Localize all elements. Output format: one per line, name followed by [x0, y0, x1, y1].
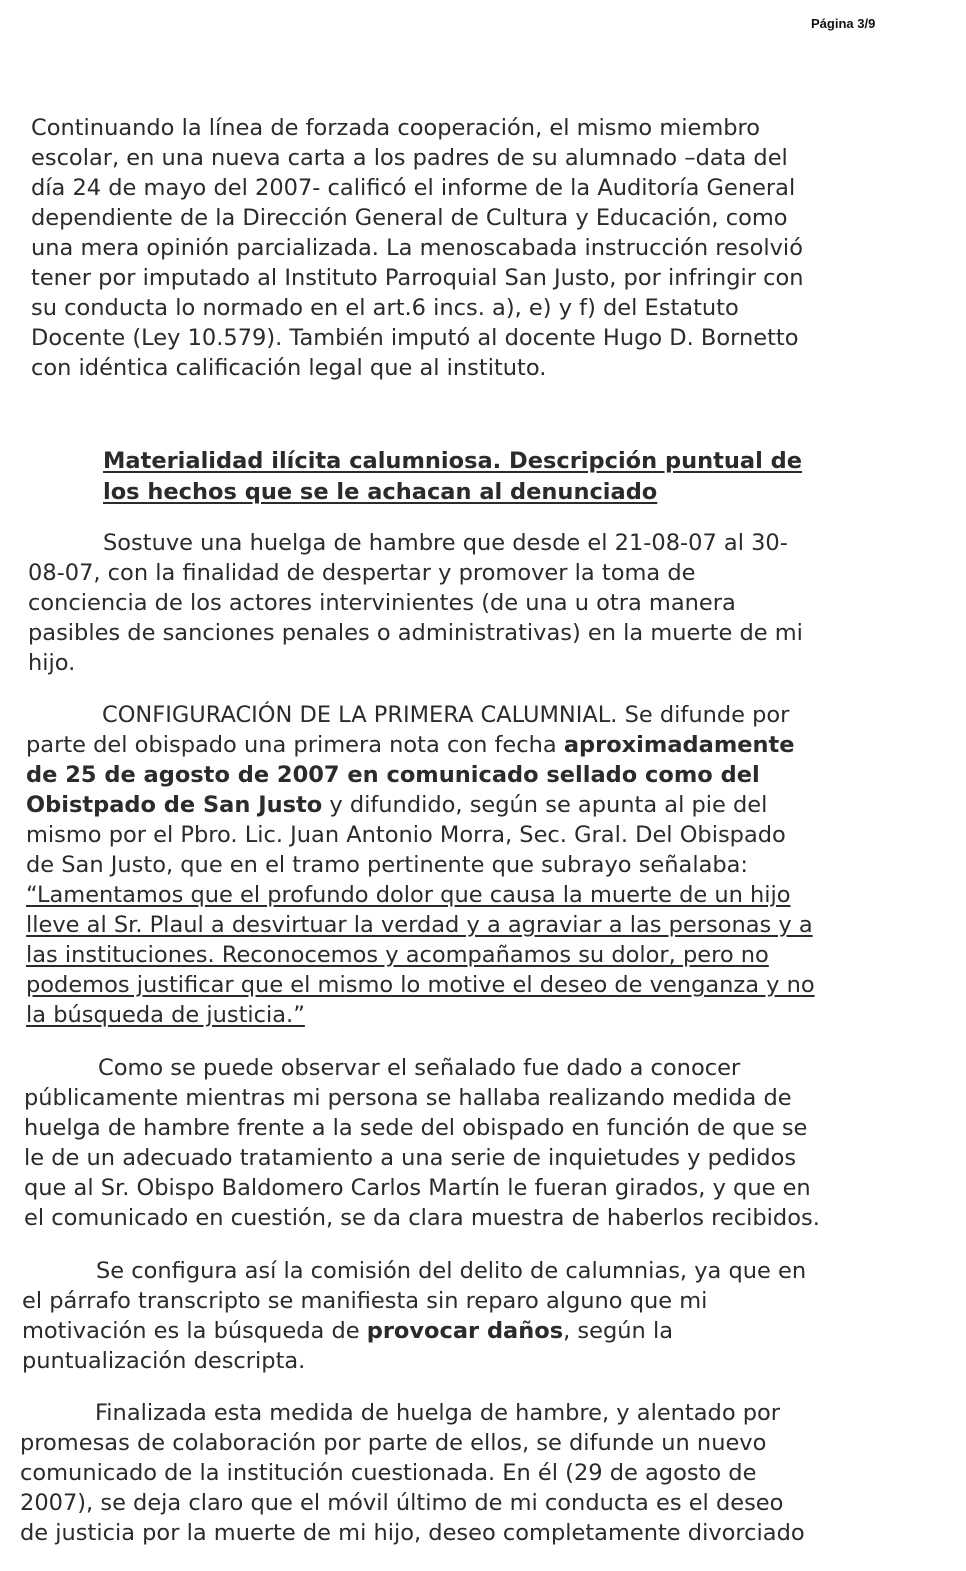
text-line: 08-07, con la finalidad de despertar y promover la toma de	[28, 560, 696, 586]
text-fragment: y difundido, según se apunta al pie del	[322, 792, 768, 818]
paragraph-primera-calumnia	[26, 700, 815, 1030]
text-line: dependiente de la Dirección General de Cultura y Educación, como	[31, 205, 788, 231]
bold-fragment: Obistpado de San Justo	[26, 792, 323, 818]
quote-line: lleve al Sr. Plaul a desvirtuar la verdad y a agraviar a las personas y a	[26, 912, 813, 938]
text-line: mismo por el Pbro. Lic. Juan Antonio Morra, Sec. Gral. Del Obispado	[26, 822, 786, 848]
text-line: Docente (Ley 10.579). También imputó al docente Hugo D. Bornetto	[31, 325, 799, 351]
text-fragment: , según la	[563, 1318, 673, 1344]
text-line: Finalizada esta medida de huelga de hambre, y alentado por	[95, 1400, 781, 1426]
text-line: una mera opinión parcializada. La menoscabada instrucción resolvió	[31, 235, 803, 261]
paragraph-observacion	[24, 1053, 820, 1233]
page-number: Página 3/9	[811, 16, 876, 31]
text-line: Continuando la línea de forzada cooperación, el mismo miembro	[31, 115, 761, 141]
quote-line: las instituciones. Reconocemos y acompañamos su dolor, pero no	[26, 942, 769, 968]
heading-line: los hechos que se le achacan al denunciado	[103, 479, 658, 505]
quote-line: “Lamentamos que el profundo dolor que causa la muerte de un hijo	[26, 882, 791, 908]
text-line: su conducta lo normado en el art.6 incs. a), e) y f) del Estatuto	[31, 295, 739, 321]
section-heading	[103, 446, 802, 508]
paragraph-huelga	[28, 528, 803, 678]
text-line: Sostuve una huelga de hambre que desde el 21-08-07 al 30-	[103, 530, 788, 556]
text-line: el párrafo transcripto se manifiesta sin reparo alguno que mi	[22, 1288, 708, 1314]
paragraph-finalizada	[20, 1398, 805, 1548]
bold-line: de 25 de agosto de 2007 en comunicado sellado como del	[26, 762, 760, 788]
text-line: le de un adecuado tratamiento a una serie de inquietudes y pedidos	[24, 1145, 797, 1171]
text-fragment: parte del obispado una primera nota con fecha	[26, 732, 564, 758]
text-line	[22, 1316, 806, 1346]
text-line: puntualización descripta.	[22, 1348, 306, 1374]
text-line: de San Justo, que en el tramo pertinente que subrayo señalaba:	[26, 852, 749, 878]
text-line: Se configura así la comisión del delito de calumnias, ya que en	[96, 1258, 807, 1284]
text-line: tener por imputado al Instituto Parroquial San Justo, por infringir con	[31, 265, 804, 291]
quote-line: podemos justificar que el mismo lo motive el deseo de venganza y no	[26, 972, 815, 998]
text-line: pasibles de sanciones penales o administrativas) en la muerte de mi	[28, 620, 803, 646]
paragraph-auditoria	[31, 113, 804, 383]
text-line: huelga de hambre frente a la sede del obispado en función de que se	[24, 1115, 808, 1141]
text-line: de justicia por la muerte de mi hijo, deseo completamente divorciado	[20, 1520, 805, 1546]
text-line	[26, 790, 815, 820]
text-line: CONFIGURACIÓN DE LA PRIMERA CALUMNIAL. Se difunde por	[102, 702, 790, 728]
text-line: hijo.	[28, 650, 76, 676]
text-line: conciencia de los actores intervinientes (de una u otra manera	[28, 590, 736, 616]
text-line: que al Sr. Obispo Baldomero Carlos Martín le fueran girados, y que en	[24, 1175, 811, 1201]
text-line: escolar, en una nueva carta a los padres de su alumnado –data del	[31, 145, 788, 171]
text-line: día 24 de mayo del 2007- calificó el informe de la Auditoría General	[31, 175, 796, 201]
bold-fragment: provocar daños	[366, 1318, 564, 1344]
text-fragment: motivación es la búsqueda de	[22, 1318, 367, 1344]
bold-fragment: aproximadamente	[563, 732, 795, 758]
text-line: 2007), se deja claro que el móvil último de mi conducta es el deseo	[20, 1490, 784, 1516]
heading-line: Materialidad ilícita calumniosa. Descripción puntual de	[103, 448, 802, 474]
text-line: Como se puede observar el señalado fue dado a conocer	[98, 1055, 741, 1081]
text-line: promesas de colaboración por parte de ellos, se difunde un nuevo	[20, 1430, 767, 1456]
quote-line: la búsqueda de justicia.”	[26, 1002, 305, 1028]
paragraph-configuracion	[22, 1256, 806, 1376]
text-line: públicamente mientras mi persona se hallaba realizando medida de	[24, 1085, 792, 1111]
text-line: comunicado de la institución cuestionada. En él (29 de agosto de	[20, 1460, 757, 1486]
text-line: con idéntica calificación legal que al instituto.	[31, 355, 547, 381]
text-line: el comunicado en cuestión, se da clara muestra de haberlos recibidos.	[24, 1205, 820, 1231]
text-line	[26, 730, 815, 760]
